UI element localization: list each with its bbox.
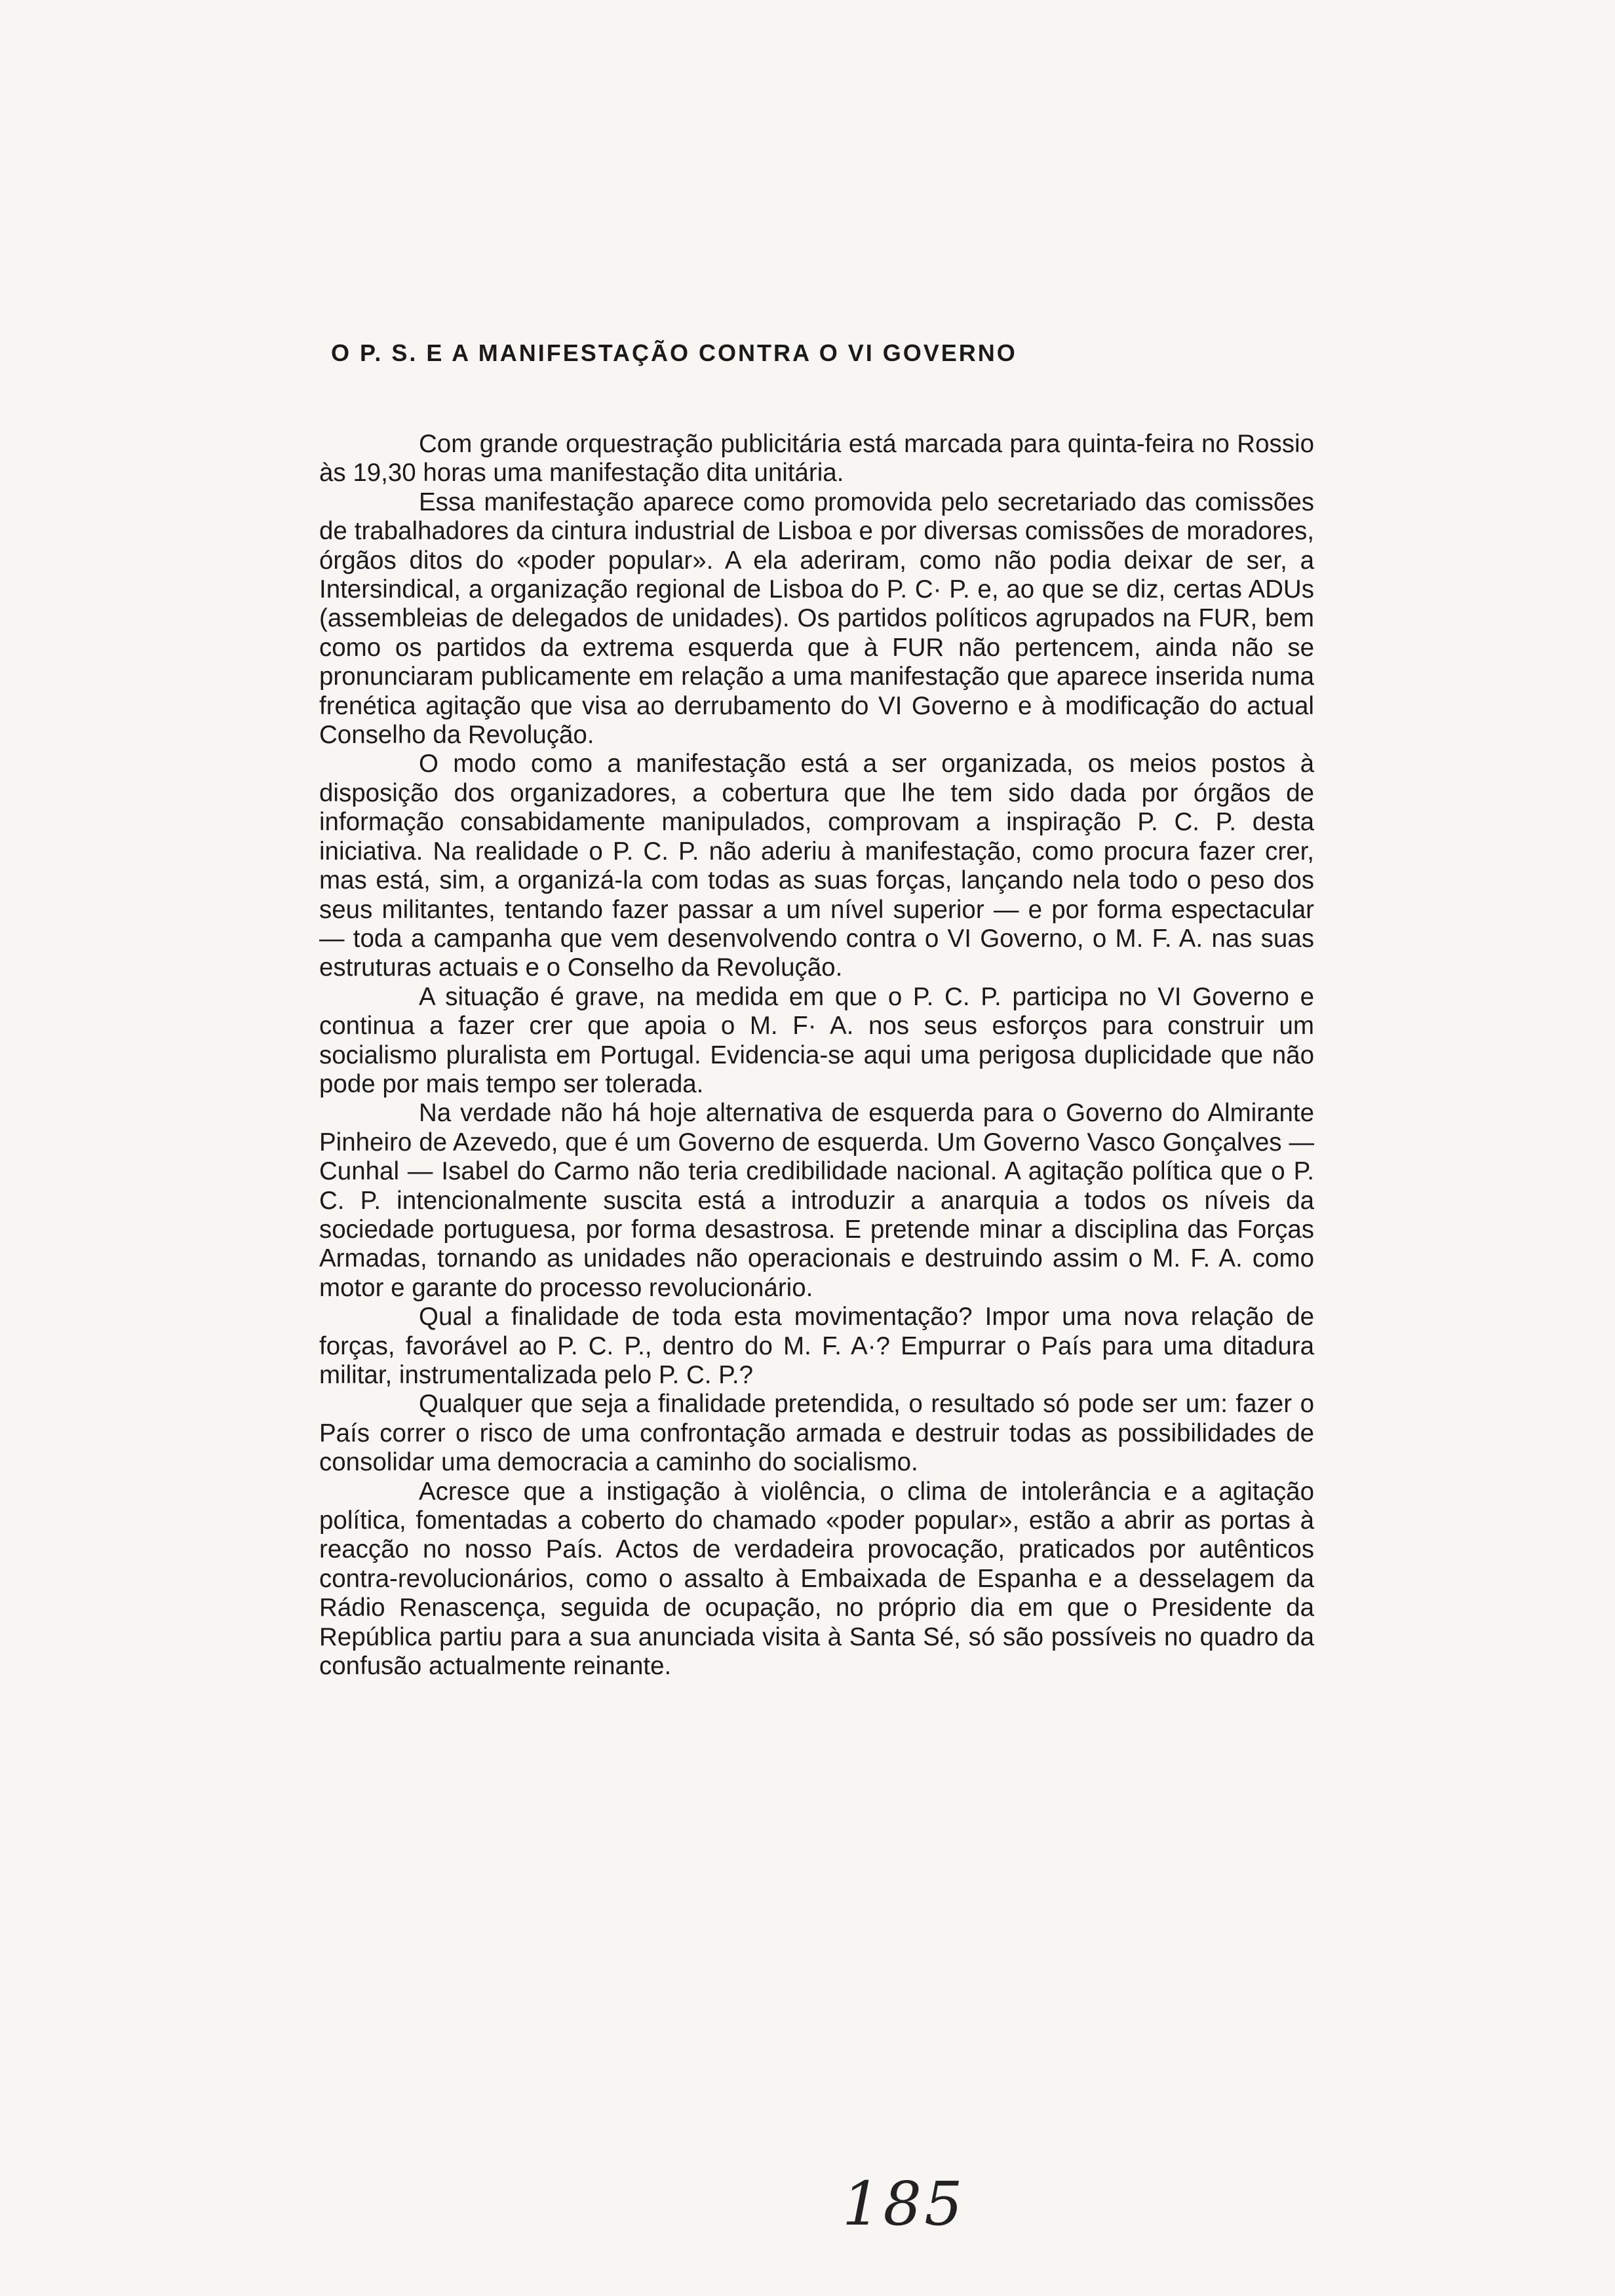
paragraph: Qual a finalidade de toda esta movimentação? Impor uma nova relação de forças, favorável ao P. C. P., dentro do M. F. A·? Empurrar o País para uma ditadura militar, instrumentalizada pelo P. C. P.? <box>319 1303 1314 1389</box>
paragraph: Na verdade não há hoje alternativa de esquerda para o Governo do Almirante Pinheiro de Azevedo, que é um Governo de esquerda. Um Governo Vasco Gonçalves — Cunhal — Isabel do Carmo não teria credibilidade nacional. A agitação política que o P. C. P. intencionalmente suscita está a introduzir a anarquia a todos os níveis da sociedade portuguesa, por forma desastrosa. E pretende minar a disciplina das Forças Armadas, tornando as unidades não operacionais e destruindo assim o M. F. A. como motor e garante do processo revolucionário. <box>319 1099 1314 1302</box>
paragraph: A situação é grave, na medida em que o P. C. P. participa no VI Governo e continua a fazer crer que apoia o M. F· A. nos seus esforços para construir um socialismo pluralista em Portugal. Evidencia-se aqui uma perigosa duplicidade que não pode por mais tempo ser tolerada. <box>319 982 1314 1098</box>
document-body <box>319 430 1314 1681</box>
paragraph: Qualquer que seja a finalidade pretendida, o resultado só pode ser um: fazer o País correr o risco de uma confrontação armada e destruir todas as possibilidades de consolidar uma democracia a caminho do socialismo. <box>319 1390 1314 1477</box>
document-title: O P. S. E A MANIFESTAÇÃO CONTRA O VI GOVERNO <box>331 339 1017 366</box>
paragraph: Com grande orquestração publicitária está marcada para quinta-feira no Rossio às 19,30 horas uma manifestação dita unitária. <box>319 430 1314 488</box>
paragraph: Acresce que a instigação à violência, o clima de intolerância e a agitação política, fomentadas a coberto do chamado «poder popular», estão a abrir as portas à reacção no nosso País. Actos de verdadeira provocação, praticados por autênticos contra-revolucionários, como o assalto à Embaixada de Espanha e a desselagem da Rádio Renascença, seguida de ocupação, no próprio dia em que o Presidente da República partiu para a sua anunciada visita à Santa Sé, só são possíveis no quadro da confusão actualmente reinante. <box>319 1477 1314 1681</box>
paragraph: O modo como a manifestação está a ser organizada, os meios postos à disposição dos organizadores, a cobertura que lhe tem sido dada por órgãos de informação consabidamente manipulados, comprovam a inspiração P. C. P. desta iniciativa. Na realidade o P. C. P. não aderiu à manifestação, como procura fazer crer, mas está, sim, a organizá-la com todas as suas forças, lançando nela todo o peso dos seus militantes, tentando fazer passar a um nível superior — e por forma espectacular — toda a campanha que vem desenvolvendo contra o VI Governo, o M. F. A. nas suas estruturas actuais e o Conselho da Revolução. <box>319 750 1314 982</box>
handwritten-page-number: 185 <box>842 2169 965 2239</box>
paragraph: Essa manifestação aparece como promovida pelo secretariado das comissões de trabalhadores da cintura industrial de Lisboa e por diversas comissões de moradores, órgãos ditos do «poder popular». A ela aderiram, como não podia deixar de ser, a Intersindical, a organização regional de Lisboa do P. C· P. e, ao que se diz, certas ADUs (assembleias de delegados de unidades). Os partidos políticos agrupados na FUR, bem como os partidos da extrema esquerda que à FUR não pertencem, ainda não se pronunciaram publicamente em relação a uma manifestação que aparece inserida numa frenética agitação que visa ao derrubamento do VI Governo e à modificação do actual Conselho da Revolução. <box>319 488 1314 750</box>
